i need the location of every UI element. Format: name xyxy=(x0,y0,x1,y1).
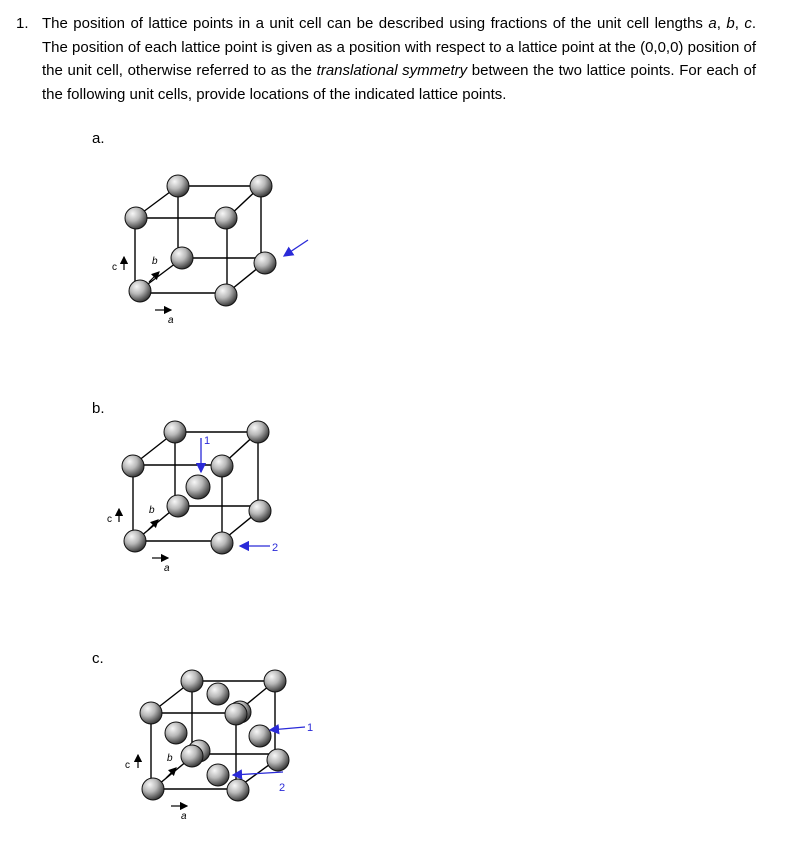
axis-label-b: b xyxy=(167,753,173,764)
question-number: 1. xyxy=(16,15,29,32)
atom xyxy=(129,280,151,302)
atom xyxy=(124,530,146,552)
axis-label-c: c xyxy=(112,262,117,273)
indicator-label-c2: 2 xyxy=(279,782,286,794)
axis-label-a: a xyxy=(181,811,187,822)
axis-label-b: b xyxy=(149,505,155,516)
axis-label-a: a xyxy=(164,563,170,574)
part-c-label: c. xyxy=(92,650,104,667)
indicator-label-b1: 1 xyxy=(204,435,211,447)
atom xyxy=(227,779,249,801)
atom xyxy=(167,175,189,197)
atom-face xyxy=(165,722,187,744)
atom xyxy=(264,670,286,692)
atom xyxy=(267,749,289,771)
atom xyxy=(181,670,203,692)
question-text: The position of lattice points in a unit cell can be described using fractions of the unit cell lengths a, b, c. The position of each lattice point is given as a position with respect to a lattice point at the (0,0,0) position of the unit cell, otherwise referred to as the translational symmetry between the two lattice points. For each of the following unit cells, provide locations of the indicated lattice points. xyxy=(42,15,757,103)
axis-label-a: a xyxy=(168,315,174,326)
atom xyxy=(254,252,276,274)
atom xyxy=(164,421,186,443)
atom xyxy=(249,500,271,522)
atom xyxy=(215,284,237,306)
atom xyxy=(125,207,147,229)
indicator-label-b2: 2 xyxy=(272,542,279,554)
atom xyxy=(122,455,144,477)
atom xyxy=(171,247,193,269)
atom-face xyxy=(207,683,229,705)
atom xyxy=(247,421,269,443)
part-a-label: a. xyxy=(92,130,105,147)
atom xyxy=(167,495,189,517)
atom xyxy=(250,175,272,197)
axis-label-b: b xyxy=(152,256,158,267)
axis-label-c: c xyxy=(125,760,130,771)
atom xyxy=(140,702,162,724)
atom xyxy=(215,207,237,229)
atom xyxy=(142,778,164,800)
atom xyxy=(225,703,247,725)
atom xyxy=(181,745,203,767)
atom xyxy=(211,532,233,554)
atom-face xyxy=(207,764,229,786)
atom xyxy=(211,455,233,477)
atom-face xyxy=(249,725,271,747)
indicator-label-c1: 1 xyxy=(307,722,314,734)
atoms-a xyxy=(125,175,276,306)
part-b-label: b. xyxy=(92,400,105,417)
atom-center xyxy=(186,475,210,499)
axis-label-c: c xyxy=(107,514,112,525)
indicator-arrow-a xyxy=(284,240,308,256)
